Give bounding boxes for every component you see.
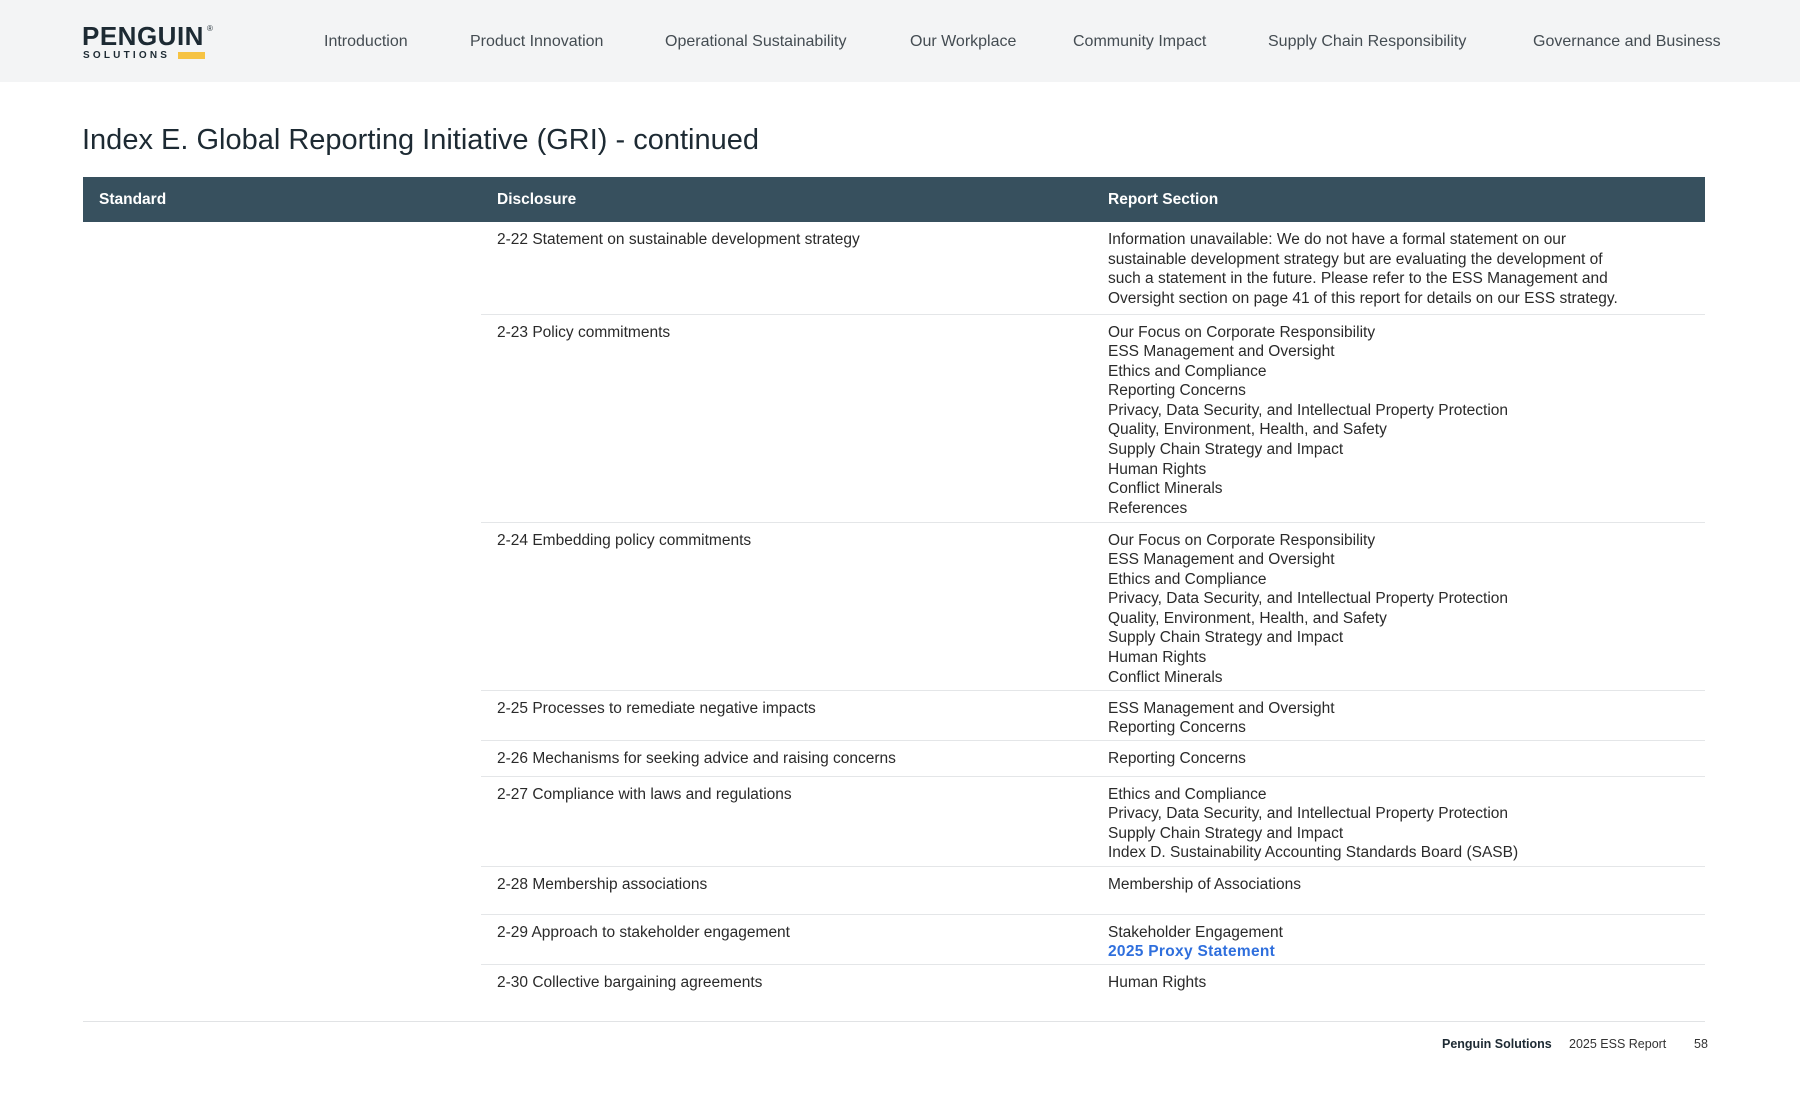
standard-cell	[83, 522, 481, 690]
table-row	[83, 522, 1705, 690]
report-section-item: Our Focus on Corporate Responsibility	[1108, 531, 1376, 549]
report-section-item: Information unavailable: We do not have a formal statement on our	[1108, 231, 1567, 248]
report-section-item: Our Focus on Corporate Responsibility	[1108, 323, 1376, 341]
column-header-disclosure: Disclosure	[481, 177, 1092, 222]
disclosure-cell: 2-24 Embedding policy commitments	[481, 522, 1092, 690]
report-section-item: Human Rights	[1108, 973, 1207, 991]
report-section-item: Reporting Concerns	[1108, 382, 1246, 400]
standard-cell	[83, 776, 481, 866]
report-section-item: such a statement in the future. Please refer to the ESS Management and	[1108, 270, 1608, 288]
proxy-statement-link[interactable]: 2025 Proxy Statement	[1108, 943, 1276, 961]
logo-trademark: ®	[207, 24, 213, 33]
report-section-item: ESS Management and Oversight	[1108, 699, 1335, 717]
report-section-item: Supply Chain Strategy and Impact	[1108, 441, 1344, 459]
standard-cell	[83, 964, 481, 1010]
logo-subtitle: SOLUTIONS	[83, 50, 171, 61]
table-row	[83, 964, 1705, 1010]
table-row	[83, 866, 1705, 914]
column-header-report-section: Report Section	[1092, 177, 1705, 222]
table-header-row	[83, 177, 1705, 222]
disclosure-cell: 2-23 Policy commitments	[481, 314, 1092, 522]
report-section-item: Human Rights	[1108, 460, 1207, 478]
page-title: Index E. Global Reporting Initiative (GRI) - continued	[82, 124, 759, 156]
report-section-cell	[1092, 964, 1705, 1010]
standard-cell	[83, 914, 481, 964]
footer-divider	[83, 1021, 1705, 1022]
standard-cell	[83, 866, 481, 914]
report-section-item: Ethics and Compliance	[1108, 570, 1267, 588]
report-section-item: Oversight section on page 41 of this report for details on our ESS strategy.	[1108, 289, 1618, 307]
nav-introduction[interactable]: Introduction	[324, 33, 408, 50]
table-row	[83, 914, 1705, 964]
report-section-item: Reporting Concerns	[1108, 749, 1246, 767]
table-row	[83, 690, 1705, 740]
disclosure-cell: 2-22 Statement on sustainable development strategy	[497, 231, 860, 248]
report-section-item: ESS Management and Oversight	[1108, 551, 1335, 569]
report-section-cell	[1092, 222, 1705, 314]
report-section-cell	[1092, 740, 1705, 776]
report-section-item: Reporting Concerns	[1108, 719, 1246, 737]
gri-index-table	[83, 177, 1705, 1010]
standard-cell	[83, 314, 481, 522]
report-section-item: Index D. Sustainability Accounting Standards Board (SASB)	[1108, 844, 1519, 862]
disclosure-cell: 2-27 Compliance with laws and regulations	[481, 776, 1092, 866]
report-section-item: Supply Chain Strategy and Impact	[1108, 629, 1344, 647]
top-navigation-bar	[0, 0, 1800, 82]
standard-cell	[83, 222, 481, 314]
standard-cell	[83, 740, 481, 776]
disclosure-cell: 2-30 Collective bargaining agreements	[481, 964, 1092, 1010]
disclosure-cell: 2-29 Approach to stakeholder engagement	[481, 914, 1092, 964]
report-section-cell	[1092, 776, 1705, 866]
penguin-solutions-logo[interactable]	[82, 22, 212, 62]
report-section-item: References	[1108, 499, 1188, 517]
table-row	[83, 776, 1705, 866]
footer-brand: Penguin Solutions	[1442, 1037, 1552, 1051]
nav-our-workplace[interactable]: Our Workplace	[910, 33, 1017, 50]
report-section-item: Stakeholder Engagement	[1108, 923, 1283, 941]
nav-community-impact[interactable]: Community Impact	[1073, 33, 1207, 50]
report-section-item: sustainable development strategy but are evaluating the development of	[1108, 250, 1603, 268]
table-row	[83, 740, 1705, 776]
report-section-item: Privacy, Data Security, and Intellectual Property Protection	[1108, 805, 1509, 823]
nav-governance-and-business[interactable]: Governance and Business	[1533, 33, 1721, 50]
report-section-item: Privacy, Data Security, and Intellectual Property Protection	[1108, 401, 1509, 419]
disclosure-cell: 2-25 Processes to remediate negative impacts	[481, 690, 1092, 740]
report-section-item: Ethics and Compliance	[1108, 362, 1267, 380]
nav-supply-chain-responsibility[interactable]: Supply Chain Responsibility	[1268, 33, 1467, 50]
report-section-item: Human Rights	[1108, 649, 1207, 667]
nav-product-innovation[interactable]: Product Innovation	[470, 33, 604, 50]
footer-report-name: 2025 ESS Report	[1569, 1037, 1667, 1051]
report-section-item: Conflict Minerals	[1108, 668, 1223, 686]
table-row	[83, 314, 1705, 522]
report-section-item: Ethics and Compliance	[1108, 785, 1267, 803]
report-section-item: Quality, Environment, Health, and Safety	[1108, 609, 1387, 627]
report-section-cell	[1092, 690, 1705, 740]
report-section-item: ESS Management and Oversight	[1108, 343, 1335, 361]
report-section-item: Supply Chain Strategy and Impact	[1108, 824, 1344, 842]
report-section-item: Membership of Associations	[1108, 875, 1301, 893]
report-section-item: Conflict Minerals	[1108, 480, 1223, 498]
nav-operational-sustainability[interactable]: Operational Sustainability	[665, 33, 847, 50]
logo-wordmark: PENGUIN	[82, 21, 204, 51]
report-section-cell	[1092, 314, 1705, 522]
report-section-cell	[1092, 866, 1705, 914]
report-section-cell	[1092, 914, 1705, 964]
table-body	[83, 222, 1705, 1010]
disclosure-cell: 2-26 Mechanisms for seeking advice and raising concerns	[481, 740, 1092, 776]
footer-page-number: 58	[1694, 1037, 1708, 1051]
logo-accent-bar	[178, 52, 205, 59]
table-row	[83, 222, 1705, 314]
disclosure-cell: 2-28 Membership associations	[481, 866, 1092, 914]
standard-cell	[83, 690, 481, 740]
column-header-standard: Standard	[83, 177, 481, 222]
report-section-cell	[1092, 522, 1705, 690]
report-section-item: Quality, Environment, Health, and Safety	[1108, 421, 1387, 439]
report-section-item: Privacy, Data Security, and Intellectual Property Protection	[1108, 590, 1509, 608]
